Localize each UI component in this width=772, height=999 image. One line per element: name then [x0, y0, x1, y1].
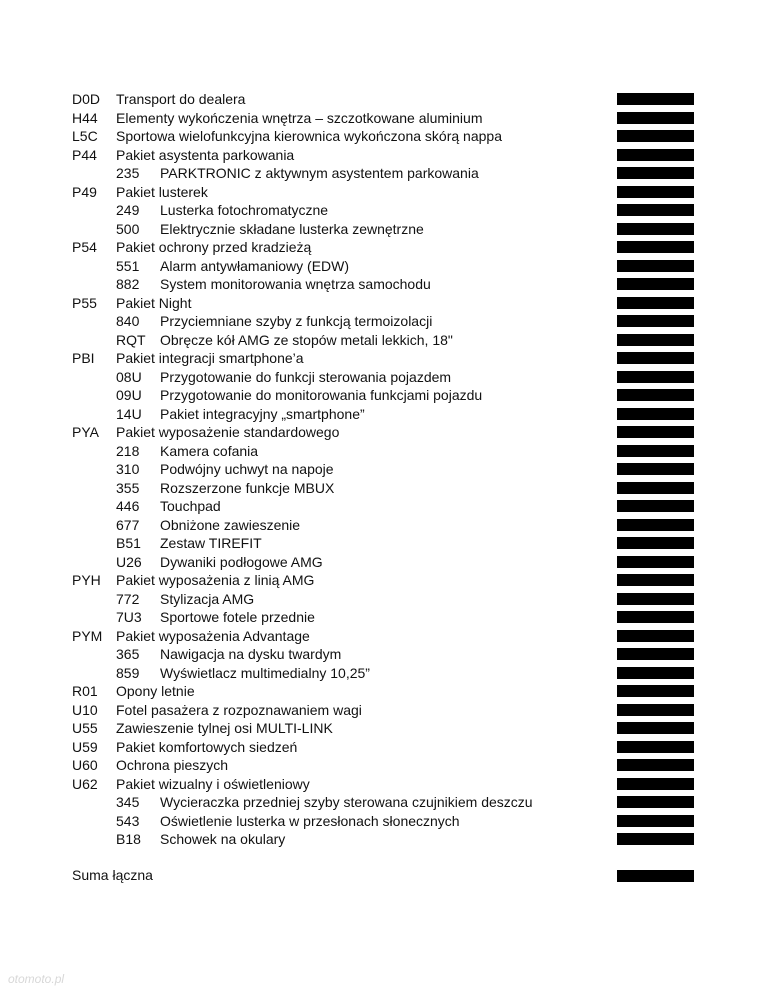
item-description: Pakiet integracyjny „smartphone”	[160, 405, 365, 422]
item-code: U60	[72, 757, 98, 773]
redacted-price-bar	[617, 870, 694, 882]
package-row	[72, 90, 762, 109]
option-row	[72, 479, 762, 498]
redacted-price-bar	[617, 685, 694, 697]
option-row	[72, 553, 762, 572]
item-description: Lusterka fotochromatyczne	[160, 202, 329, 218]
equipment-list	[72, 90, 762, 849]
redacted-price-bar	[617, 667, 694, 679]
package-row	[72, 127, 762, 146]
option-row	[72, 275, 762, 294]
item-code: 543	[116, 812, 140, 829]
item-description: Fotel pasażera z rozpoznawaniem wagi	[116, 701, 362, 718]
redacted-price-bar	[617, 315, 694, 327]
item-code: RQT	[116, 331, 146, 348]
package-row	[72, 775, 762, 794]
option-row	[72, 460, 762, 479]
package-row	[72, 238, 762, 257]
option-row	[72, 516, 762, 535]
redacted-price-bar	[617, 759, 694, 771]
item-description: Alarm antywłamaniowy (EDW)	[160, 257, 350, 274]
option-row	[72, 534, 762, 553]
item-code: 551	[116, 257, 140, 274]
item-code: P49	[72, 183, 97, 200]
redacted-price-bar	[617, 593, 694, 605]
package-row	[72, 349, 762, 368]
item-code: 249	[116, 202, 140, 218]
item-description: Obniżone zawieszenie	[160, 516, 301, 533]
item-code: B51	[116, 535, 141, 551]
option-row	[72, 164, 762, 183]
total-row	[72, 866, 762, 885]
redacted-price-bar	[617, 167, 694, 179]
item-code: 14U	[116, 405, 142, 422]
item-code: P54	[72, 239, 97, 255]
item-description: Obręcze kół AMG ze stopów metali lekkich, 18"	[160, 331, 453, 348]
item-description: Elementy wykończenia wnętrza – szczotkowane aluminium	[116, 109, 483, 126]
package-row	[72, 183, 762, 202]
item-code: 345	[116, 794, 140, 810]
item-description: Pakiet komfortowych siedzeń	[116, 738, 298, 755]
redacted-price-bar	[617, 408, 694, 420]
item-description: PARKTRONIC z aktywnym asystentem parkowania	[160, 165, 479, 181]
option-row	[72, 405, 762, 424]
package-row	[72, 719, 762, 738]
redacted-price-bar	[617, 149, 694, 161]
redacted-price-bar	[617, 204, 694, 216]
item-code: 500	[116, 220, 140, 237]
item-description: Podwójny uchwyt na napoje	[160, 461, 334, 477]
redacted-price-bar	[617, 389, 694, 401]
package-row	[72, 294, 762, 313]
item-description: Opony letnie	[116, 683, 195, 699]
item-code: H44	[72, 109, 98, 126]
item-description: Pakiet wyposażenia z linią AMG	[116, 572, 315, 588]
redacted-price-bar	[617, 704, 694, 716]
item-description: Wycieraczka przedniej szyby sterowana czujnikiem deszczu	[160, 794, 533, 810]
item-description: Rozszerzone funkcje MBUX	[160, 479, 335, 496]
redacted-price-bar	[617, 741, 694, 753]
option-row	[72, 590, 762, 609]
option-row	[72, 201, 762, 220]
item-code: 840	[116, 313, 140, 329]
item-code: P44	[72, 146, 97, 163]
item-description: Pakiet asystenta parkowania	[116, 146, 295, 163]
redacted-price-bar	[617, 648, 694, 660]
item-code: D0D	[72, 91, 101, 107]
redacted-price-bar	[617, 130, 694, 142]
item-description: Kamera cofania	[160, 442, 259, 459]
item-code: U62	[72, 775, 98, 792]
redacted-price-bar	[617, 574, 694, 586]
option-row	[72, 812, 762, 831]
item-description: Przygotowanie do monitorowania funkcjami pojazdu	[160, 387, 483, 403]
item-code: U59	[72, 738, 98, 755]
item-description: System monitorowania wnętrza samochodu	[160, 276, 431, 292]
option-row	[72, 664, 762, 683]
item-description: Stylizacja AMG	[160, 590, 255, 607]
item-code: U26	[116, 553, 142, 570]
redacted-price-bar	[617, 93, 694, 105]
redacted-price-bar	[617, 278, 694, 290]
package-row	[72, 571, 762, 590]
item-code: 772	[116, 590, 140, 607]
option-row	[72, 312, 762, 331]
item-code: L5C	[72, 128, 98, 144]
package-row	[72, 146, 762, 165]
item-code: PBI	[72, 350, 95, 366]
option-row	[72, 793, 762, 812]
option-row	[72, 645, 762, 664]
redacted-price-bar	[617, 537, 694, 549]
item-code: U55	[72, 720, 98, 736]
option-row	[72, 368, 762, 387]
package-row	[72, 738, 762, 757]
redacted-price-bar	[617, 611, 694, 623]
item-description: Sportowe fotele przednie	[160, 609, 315, 625]
redacted-price-bar	[617, 223, 694, 235]
option-row	[72, 257, 762, 276]
redacted-price-bar	[617, 445, 694, 457]
item-code: P55	[72, 294, 97, 311]
redacted-price-bar	[617, 352, 694, 364]
redacted-price-bar	[617, 112, 694, 124]
item-code: 235	[116, 165, 140, 181]
package-row	[72, 109, 762, 128]
package-row	[72, 423, 762, 442]
item-description: Pakiet wizualny i oświetleniowy	[116, 775, 310, 792]
item-code: 859	[116, 664, 140, 681]
redacted-price-bar	[617, 500, 694, 512]
item-code: 446	[116, 498, 140, 514]
option-row	[72, 830, 762, 849]
item-code: PYM	[72, 627, 103, 644]
item-code: 677	[116, 516, 140, 533]
redacted-price-bar	[617, 630, 694, 642]
redacted-price-bar	[617, 722, 694, 734]
total-label: Suma łączna	[72, 867, 153, 883]
redacted-price-bar	[617, 556, 694, 568]
watermark: otomoto.pl	[8, 972, 65, 986]
item-description: Ochrona pieszych	[116, 757, 229, 773]
item-description: Przygotowanie do funkcji sterowania pojazdem	[160, 368, 452, 385]
redacted-price-bar	[617, 815, 694, 827]
redacted-price-bar	[617, 371, 694, 383]
redacted-price-bar	[617, 778, 694, 790]
redacted-price-bar	[617, 260, 694, 272]
item-code: PYH	[72, 572, 101, 588]
item-description: Zestaw TIREFIT	[160, 535, 262, 551]
item-code: R01	[72, 683, 98, 699]
item-description: Pakiet integracji smartphone’a	[116, 350, 304, 366]
item-description: Schowek na okulary	[160, 831, 286, 847]
redacted-price-bar	[617, 796, 694, 808]
item-description: Nawigacja na dysku twardym	[160, 646, 342, 662]
item-code: 355	[116, 479, 140, 496]
item-description: Pakiet wyposażenia Advantage	[116, 627, 310, 644]
redacted-price-bar	[617, 426, 694, 438]
item-code: 365	[116, 646, 140, 662]
redacted-price-bar	[617, 297, 694, 309]
item-code: 08U	[116, 368, 142, 385]
option-row	[72, 220, 762, 239]
item-code: B18	[116, 831, 141, 847]
package-row	[72, 627, 762, 646]
redacted-price-bar	[617, 463, 694, 475]
item-code: U10	[72, 701, 98, 718]
item-code: PYA	[72, 424, 99, 440]
item-description: Pakiet lusterek	[116, 183, 208, 200]
package-row	[72, 756, 762, 775]
item-description: Oświetlenie lusterka w przesłonach słonecznych	[160, 812, 460, 829]
redacted-price-bar	[617, 833, 694, 845]
redacted-price-bar	[617, 334, 694, 346]
redacted-price-bar	[617, 186, 694, 198]
package-row	[72, 682, 762, 701]
item-code: 7U3	[116, 609, 142, 625]
item-description: Touchpad	[160, 498, 221, 514]
option-row	[72, 331, 762, 350]
item-description: Pakiet Night	[116, 294, 192, 311]
option-row	[72, 442, 762, 461]
item-description: Zawieszenie tylnej osi MULTI-LINK	[116, 720, 333, 736]
option-row	[72, 497, 762, 516]
option-row	[72, 386, 762, 405]
option-row	[72, 608, 762, 627]
item-code: 09U	[116, 387, 142, 403]
item-description: Wyświetlacz multimedialny 10,25”	[160, 664, 370, 681]
redacted-price-bar	[617, 519, 694, 531]
redacted-price-bar	[617, 241, 694, 253]
item-description: Pakiet wyposażenie standardowego	[116, 424, 340, 440]
redacted-price-bar	[617, 482, 694, 494]
package-row	[72, 701, 762, 720]
item-code: 882	[116, 276, 140, 292]
item-description: Przyciemniane szyby z funkcją termoizolacji	[160, 313, 433, 329]
item-code: 310	[116, 461, 140, 477]
item-description: Elektrycznie składane lusterka zewnętrzne	[160, 220, 424, 237]
item-code: 218	[116, 442, 140, 459]
item-description: Dywaniki podłogowe AMG	[160, 553, 323, 570]
item-description: Sportowa wielofunkcyjna kierownica wykończona skórą nappa	[116, 128, 502, 144]
item-description: Transport do dealera	[116, 91, 246, 107]
item-description: Pakiet ochrony przed kradzieżą	[116, 239, 312, 255]
